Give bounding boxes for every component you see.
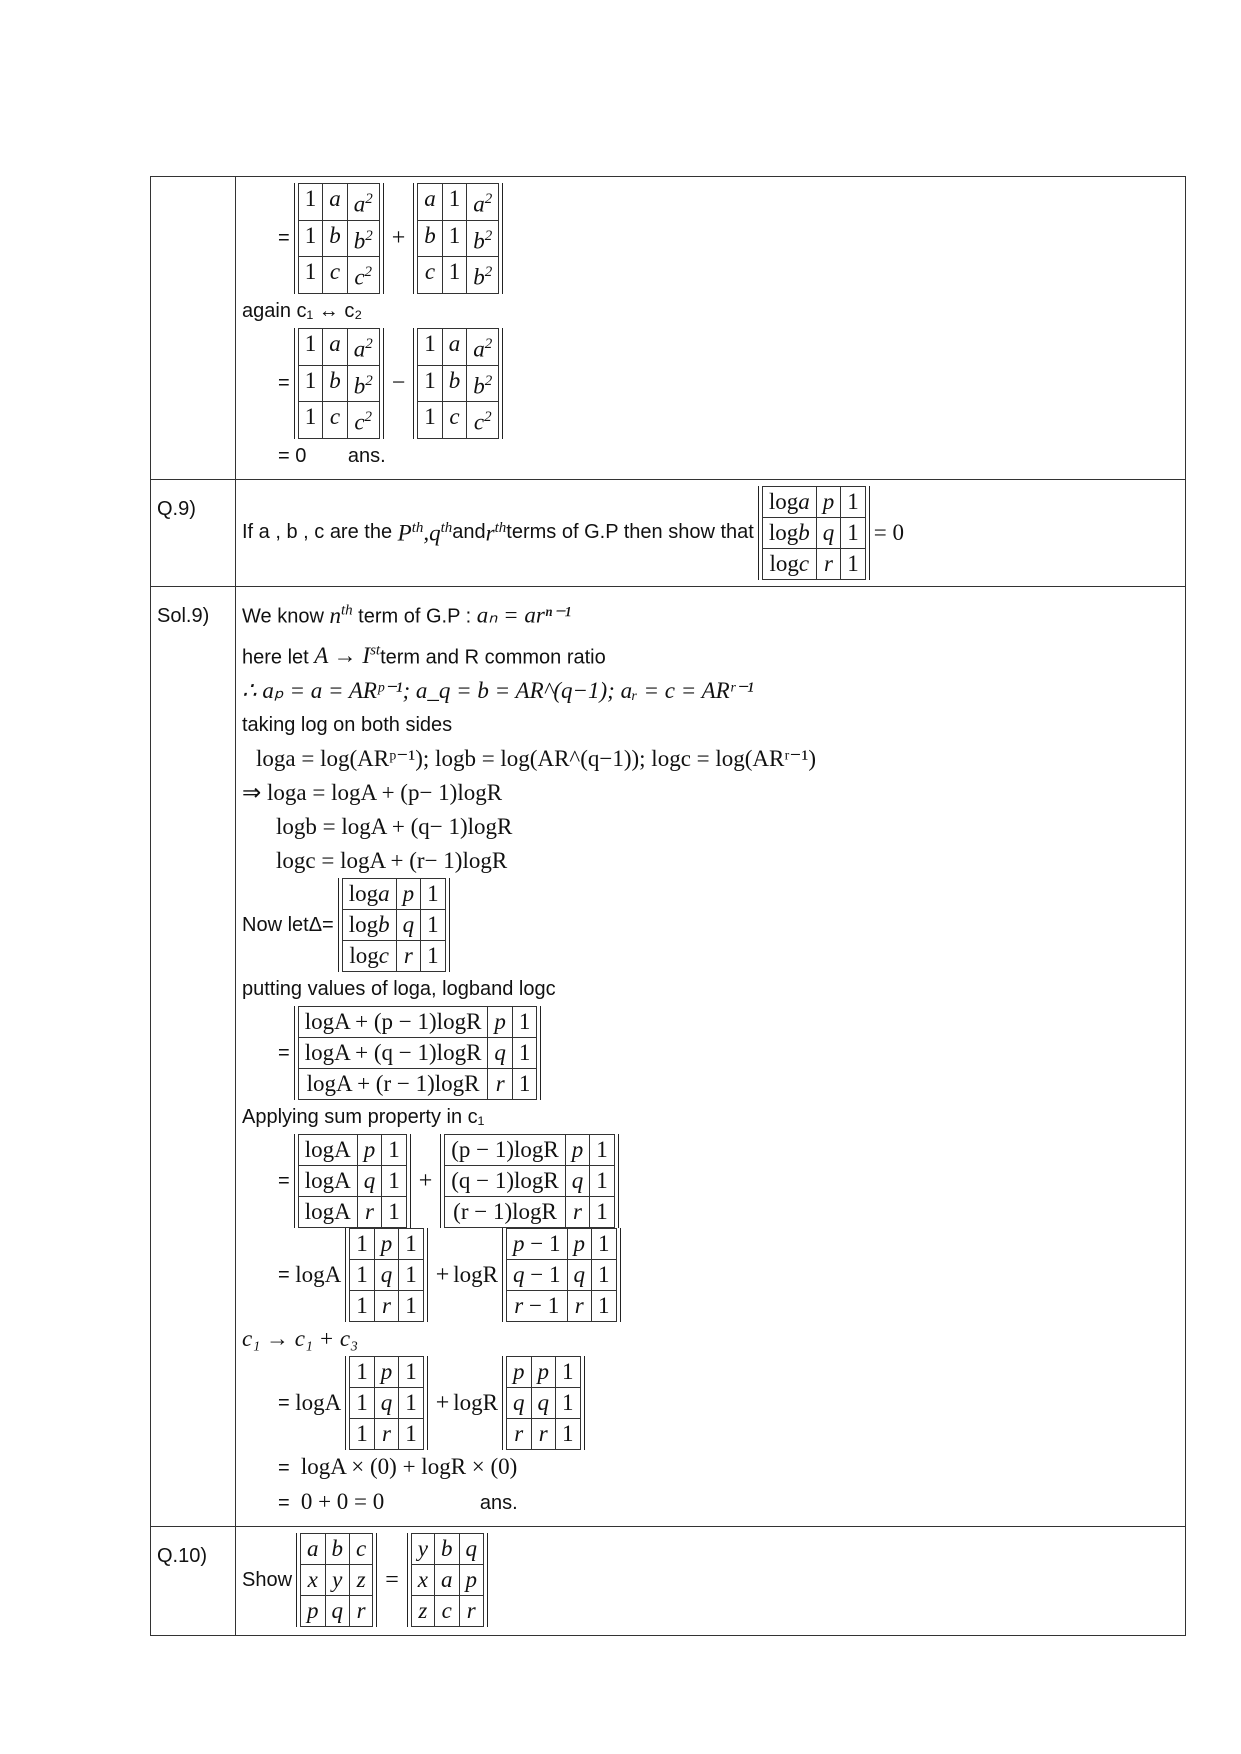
determinant: 1 p 1 1 q 1 1 r 1 [345, 1356, 428, 1450]
plus-sign: + [418, 1167, 433, 1194]
putting-values-line: putting values of loga, logband logc [242, 978, 556, 1001]
determinant: loga p 1 logb q 1 logc r 1 [758, 486, 870, 580]
sol9-l1-formula: aₙ = arⁿ⁻¹ [476, 602, 572, 628]
sol9-l1-sup: th [340, 601, 353, 618]
sol9-l2-sup: st [370, 642, 381, 659]
q9-p: P [397, 520, 412, 546]
zero-line: 0 + 0 = 0 [300, 1489, 385, 1515]
equals-sign: = [278, 1492, 290, 1515]
delta-determinant: loga p 1 logb q 1 logc r 1 [338, 878, 450, 972]
continuation-label-cell [151, 177, 236, 480]
q10-body: Show a b c x y z p q r = y b q x a p z c r [236, 1527, 1186, 1636]
determinant: p − 1 p 1 q − 1 q 1 r − 1 r 1 [502, 1228, 620, 1322]
sol9-l6: ⇒ loga = logA + (p− 1)logR [242, 780, 503, 806]
q9-rth: th [494, 519, 507, 536]
equals-sign: = [278, 1041, 290, 1064]
plus-sign: + [435, 1261, 450, 1288]
determinant: a 1 $a^2$ b 1 $b^2$ c 1 $b^2$ [413, 183, 503, 294]
sol9-l4: taking log on both sides [242, 714, 453, 737]
logA-factor: logA [295, 1390, 342, 1416]
equals-sign: = [278, 371, 290, 394]
times-line: logA × (0) + logR × (0) [300, 1454, 518, 1480]
determinant: p p 1 q q 1 r r 1 [502, 1356, 585, 1450]
result-zero: = 0 [278, 444, 307, 467]
sol9-l1-text: We know [242, 605, 324, 628]
determinant: a b c x y z p q r [296, 1533, 377, 1627]
determinant: 1 a $a^2$ 1 b $b^2$ 1 c $c^2$ [294, 183, 384, 294]
determinant: 1 a $a^2$ 1 b $b^2$ 1 c $c^2$ [413, 328, 503, 439]
sol9-l1-n: n [329, 602, 341, 628]
sol9-l2-text2: term and R common ratio [380, 646, 606, 669]
sol9-l1-text2: term of G.P : [352, 605, 472, 628]
q9-r: r [485, 520, 495, 546]
sol9-l3: ∴ aₚ = a = ARᵖ⁻¹; a_q = b = AR^(q−1); aᵣ = c = ARʳ⁻¹ [242, 678, 754, 704]
determinant: logA + (p − 1)logR p 1 logA + (q − 1)logR q 1 logA + (r − 1)logR r 1 [294, 1006, 542, 1100]
ans-label: ans. [479, 1492, 518, 1515]
q9-pth: th [411, 519, 424, 536]
column-op-line: c₁ → c₁ + c₃ [242, 1326, 359, 1352]
plus-sign: + [391, 224, 406, 251]
determinant: (p − 1)logR p 1 (q − 1)logR q 1 (r − 1)logR r 1 [440, 1134, 619, 1228]
q9-row [151, 479, 1186, 586]
ans-label: ans. [347, 444, 386, 467]
equals-sign: = [278, 1263, 290, 1286]
q10-label: Q.10) [151, 1527, 236, 1636]
logA-factor: logA [295, 1262, 342, 1288]
sol9-l7: logb = logA + (q− 1)logR [276, 814, 513, 840]
logR-factor: logR [453, 1390, 499, 1416]
q9-text-post: terms of G.P then show that [506, 521, 754, 544]
q10-row [151, 1527, 1186, 1636]
now-let-label: Now letΔ= [242, 913, 334, 936]
applying-line: Applying sum property in c₁ [242, 1106, 485, 1129]
determinant: 1 a $a^2$ 1 b $b^2$ 1 c $c^2$ [294, 328, 384, 439]
question-table [150, 176, 1186, 1636]
q9-label: Q.9) [151, 479, 236, 586]
q9-equals-zero: = 0 [873, 519, 904, 545]
determinant: y b q x a p z c r [407, 1533, 488, 1627]
plus-sign: + [435, 1389, 450, 1416]
equals-sign: = [278, 1391, 290, 1414]
sol9-l8: logc = logA + (r− 1)logR [276, 848, 508, 874]
sol9-l2-text: here let [242, 646, 309, 669]
equals-sign: = [278, 226, 290, 249]
logR-factor: logR [453, 1262, 499, 1288]
q9-q: q [429, 520, 441, 546]
q9-qth: th [440, 519, 453, 536]
q9-sep: , [423, 519, 430, 545]
equals-sign: = [278, 1169, 290, 1192]
determinant: logA p 1 logA q 1 logA r 1 [294, 1134, 411, 1228]
sol9-row [151, 586, 1186, 1526]
q9-body [236, 479, 1186, 586]
continuation-row [151, 177, 1186, 480]
q9-text-pre: If a , b , c are the [242, 521, 393, 544]
sol9-l2-math: A → I [314, 643, 371, 669]
continuation-body [236, 177, 1186, 480]
sol9-l5: loga = log(ARᵖ⁻¹); logb = log(AR^(q−1)); logc = log(ARʳ⁻¹) [256, 746, 817, 772]
again-line: again c₁ ↔ c₂ [242, 299, 363, 322]
determinant: 1 p 1 1 q 1 1 r 1 [345, 1228, 428, 1322]
sol9-body [236, 586, 1186, 1526]
show-label: Show [242, 1568, 293, 1591]
minus-sign: − [391, 369, 406, 396]
q9-and: and [452, 521, 486, 544]
equals-sign: = [278, 1457, 290, 1480]
sol9-label: Sol.9) [151, 586, 236, 1526]
